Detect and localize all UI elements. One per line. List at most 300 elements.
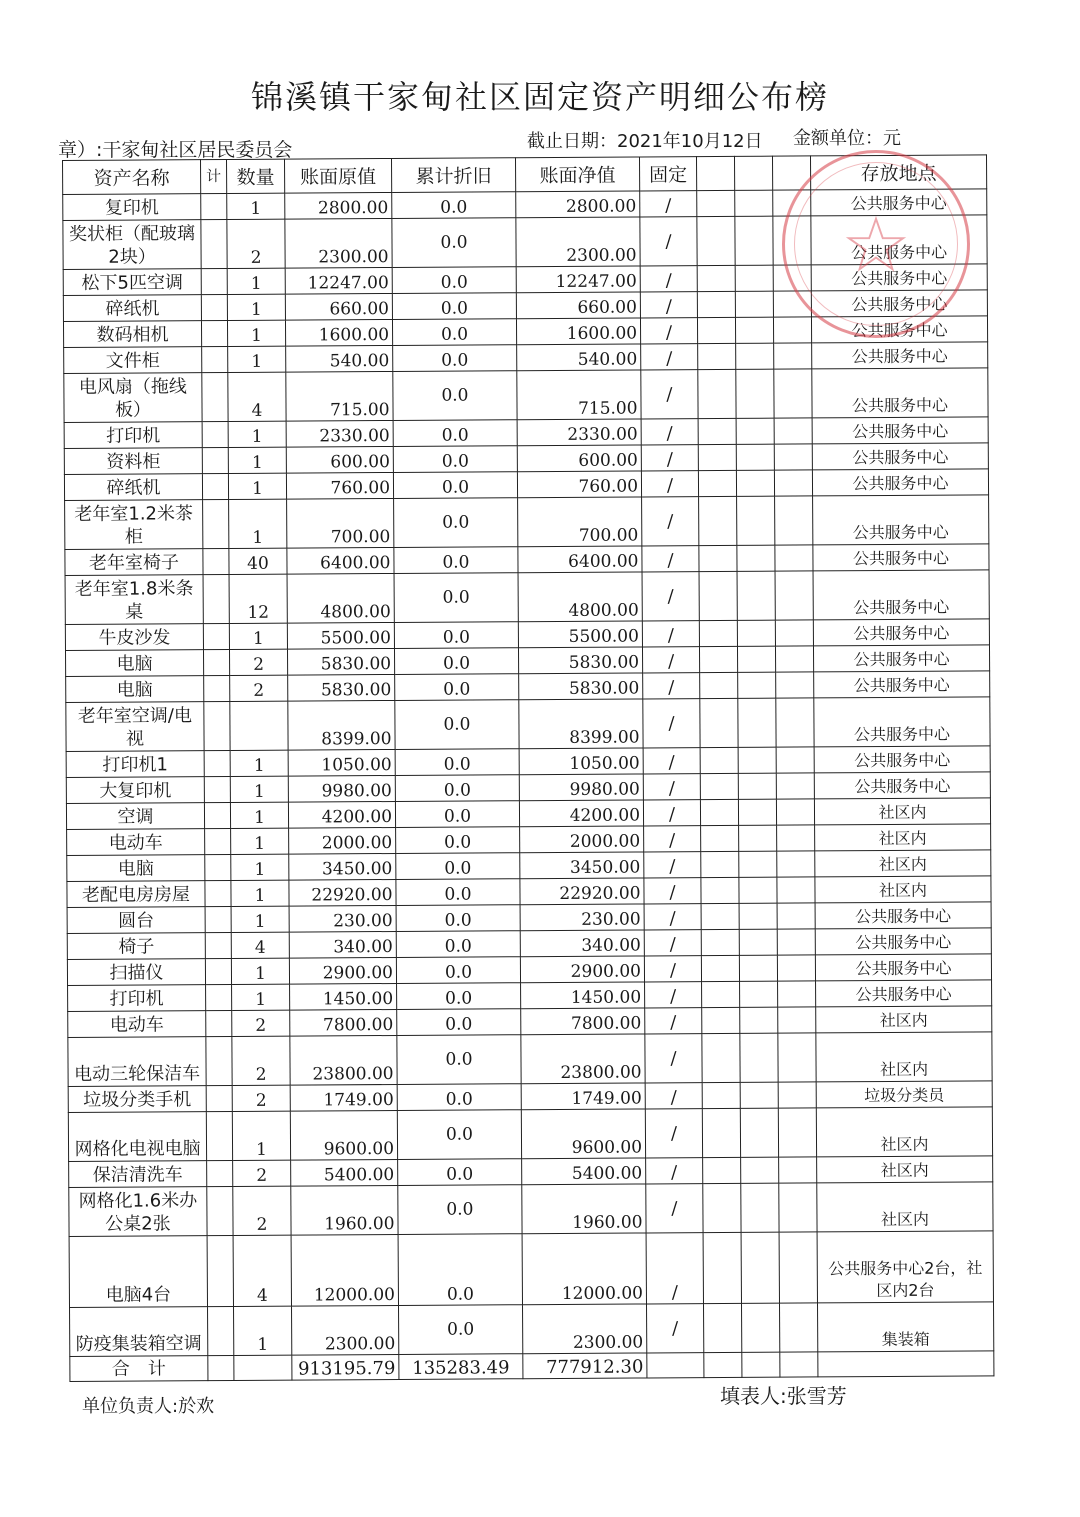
original-value-cell: 5400.00 — [291, 1159, 398, 1186]
blank-cell — [736, 343, 774, 369]
location-cell: 公共服务中心 — [811, 215, 987, 265]
blank-cell — [739, 929, 777, 955]
asset-name-cell: 电动三轮保洁车 — [68, 1037, 206, 1087]
location-cell: 公共服务中心 — [815, 954, 991, 981]
blank-cell — [700, 747, 738, 773]
location-cell: 公共服务中心 — [813, 495, 989, 545]
qty-cell: 1 — [228, 473, 286, 499]
asset-name-cell: 垃圾分类手机 — [68, 1086, 206, 1113]
blank-cell — [700, 799, 738, 825]
asset-name-cell: 电脑 — [65, 650, 203, 677]
blank-cell — [777, 825, 815, 851]
measure-cell — [204, 776, 230, 802]
fixed-mark-cell: / — [644, 852, 701, 878]
total-blank-1 — [704, 1352, 742, 1377]
total-row — [70, 1351, 994, 1382]
measure-cell — [207, 1160, 233, 1186]
qty-cell: 4 — [233, 1235, 291, 1306]
net-value-cell: 760.00 — [517, 471, 641, 498]
asset-table — [62, 154, 994, 1382]
blank-cell — [737, 545, 775, 571]
blank-cell — [735, 265, 773, 291]
fixed-mark-cell: / — [644, 826, 701, 852]
net-value-cell: 660.00 — [516, 292, 640, 319]
col-blank-1 — [696, 156, 734, 190]
measure-cell — [208, 1306, 234, 1355]
original-value-cell: 3450.00 — [289, 853, 396, 880]
blank-cell — [773, 291, 811, 317]
depreciation-cell: 0.0 — [398, 1234, 522, 1306]
fixed-mark-cell: / — [641, 419, 698, 445]
blank-cell — [698, 369, 736, 418]
qty-cell: 2 — [227, 219, 285, 268]
blank-cell — [740, 1007, 778, 1033]
blank-cell — [736, 444, 774, 470]
net-value-cell: 9980.00 — [519, 774, 643, 801]
qty-cell: 2 — [233, 1186, 291, 1235]
blank-cell — [736, 470, 774, 496]
net-value-cell: 2300.00 — [516, 217, 640, 267]
blank-cell — [776, 672, 814, 698]
blank-cell — [703, 1157, 741, 1183]
blank-cell — [778, 1108, 816, 1157]
fixed-mark-cell: / — [645, 1008, 702, 1034]
fixed-mark-cell: / — [644, 956, 701, 982]
blank-cell — [776, 799, 814, 825]
measure-cell — [202, 447, 228, 473]
blank-cell — [740, 981, 778, 1007]
blank-cell — [778, 1082, 816, 1108]
measure-cell — [202, 372, 228, 421]
asset-name-cell: 空调 — [66, 803, 204, 830]
depreciation-cell: 0.0 — [395, 674, 519, 701]
depreciation-cell: 0.0 — [394, 648, 518, 675]
original-value-cell: 1749.00 — [290, 1084, 397, 1111]
qty-cell: 1 — [228, 346, 286, 372]
asset-name-cell: 老年室1.2米茶柜 — [65, 500, 203, 550]
measure-cell — [206, 984, 232, 1010]
form-filler: 填表人:张雪芳 — [720, 1384, 847, 1408]
net-value-cell: 8399.00 — [519, 699, 643, 749]
net-value-cell: 340.00 — [520, 930, 644, 957]
fixed-mark-cell: / — [642, 497, 699, 546]
depreciation-cell: 0.0 — [395, 700, 519, 750]
qty-cell: 1 — [229, 623, 287, 649]
blank-cell — [739, 825, 777, 851]
original-value-cell: 5830.00 — [288, 674, 395, 701]
depreciation-cell: 0.0 — [393, 345, 517, 372]
location-cell: 公共服务中心 — [812, 443, 988, 470]
location-cell: 公共服务中心 — [812, 417, 988, 444]
measure-cell — [205, 880, 231, 906]
original-value-cell: 2300.00 — [292, 1305, 399, 1355]
asset-name-cell: 打印机 — [64, 422, 202, 449]
asset-name-cell: 椅子 — [67, 933, 205, 960]
fixed-mark-cell: / — [643, 699, 700, 748]
qty-cell: 4 — [231, 932, 289, 958]
blank-cell — [736, 369, 774, 418]
qty-cell: 1 — [227, 294, 285, 320]
original-value-cell: 5500.00 — [287, 622, 394, 649]
net-value-cell: 5500.00 — [518, 621, 642, 648]
original-value-cell: 9600.00 — [290, 1110, 397, 1160]
blank-cell — [777, 851, 815, 877]
blank-cell — [741, 1232, 779, 1303]
fixed-mark-cell: / — [642, 647, 699, 673]
depreciation-cell: 0.0 — [396, 931, 520, 958]
table-row — [66, 697, 990, 752]
depreciation-cell: 0.0 — [396, 905, 520, 932]
net-value-cell: 700.00 — [518, 497, 642, 547]
original-value-cell: 2900.00 — [289, 957, 396, 984]
blank-cell — [739, 877, 777, 903]
location-cell: 公共服务中心 — [811, 290, 987, 317]
qty-cell: 40 — [229, 548, 287, 574]
col-blank-2 — [734, 156, 772, 190]
blank-cell — [702, 1108, 740, 1157]
blank-cell — [739, 851, 777, 877]
col-blank-3 — [772, 156, 810, 190]
location-cell: 公共服务中心 — [816, 980, 992, 1007]
measure-cell — [204, 675, 230, 701]
depreciation-cell: 0.0 — [394, 622, 518, 649]
qty-cell: 2 — [233, 1160, 291, 1186]
total-original: 913195.79 — [292, 1354, 399, 1380]
blank-cell — [735, 291, 773, 317]
fixed-mark-cell: / — [645, 1083, 702, 1109]
blank-cell — [775, 646, 813, 672]
depreciation-cell: 0.0 — [396, 879, 520, 906]
location-cell: 社区内 — [816, 1032, 992, 1082]
table-row — [68, 1032, 992, 1087]
original-value-cell: 715.00 — [286, 371, 393, 421]
blank-cell — [776, 747, 814, 773]
blank-cell — [703, 1183, 741, 1232]
blank-cell — [735, 317, 773, 343]
depreciation-cell: 0.0 — [398, 1185, 522, 1235]
location-cell: 公共服务中心 — [815, 928, 991, 955]
col-name-header: 资产名称 — [63, 160, 201, 195]
location-cell: 社区内 — [816, 1107, 992, 1157]
asset-name-cell: 牛皮沙发 — [65, 624, 203, 651]
asset-name-cell: 电脑 — [67, 855, 205, 882]
original-value-cell: 2000.00 — [289, 827, 396, 854]
depreciation-cell: 0.0 — [392, 293, 516, 320]
fixed-mark-cell: / — [645, 1109, 702, 1158]
blank-cell — [701, 903, 739, 929]
location-cell: 公共服务中心 — [813, 544, 989, 571]
asset-name-cell: 打印机 — [68, 985, 206, 1012]
blank-cell — [703, 1232, 741, 1303]
qty-cell: 1 — [230, 802, 288, 828]
location-cell: 社区内 — [817, 1182, 993, 1232]
location-cell: 公共服务中心 — [813, 619, 989, 646]
asset-name-cell: 电风扇（拖线板） — [64, 373, 202, 423]
asset-name-cell: 大复印机 — [66, 777, 204, 804]
depreciation-cell: 0.0 — [396, 957, 520, 984]
blank-cell — [775, 545, 813, 571]
total-blank-3 — [780, 1352, 818, 1377]
blank-cell — [774, 343, 812, 369]
table-row — [70, 1302, 994, 1357]
location-cell: 集装箱 — [817, 1302, 993, 1352]
original-value-cell: 230.00 — [289, 905, 396, 932]
blank-cell — [741, 1183, 779, 1232]
location-cell: 公共服务中心 — [814, 671, 990, 698]
asset-name-cell: 老年室1.8米条桌 — [65, 575, 203, 625]
asset-name-cell: 防疫集装箱空调 — [70, 1307, 208, 1357]
blank-cell — [736, 418, 774, 444]
fixed-mark-cell: / — [644, 930, 701, 956]
location-cell: 公共服务中心 — [812, 368, 988, 418]
fixed-mark-cell: / — [640, 217, 697, 266]
blank-cell — [701, 877, 739, 903]
net-value-cell: 2330.00 — [517, 419, 641, 446]
location-cell: 公共服务中心 — [814, 697, 990, 747]
blank-cell — [779, 1232, 817, 1303]
table-row — [69, 1231, 993, 1308]
blank-cell — [738, 799, 776, 825]
net-value-cell: 5830.00 — [519, 673, 643, 700]
blank-cell — [699, 496, 737, 545]
blank-cell — [778, 1007, 816, 1033]
depreciation-cell: 0.0 — [397, 1084, 521, 1111]
total-label: 合 计 — [70, 1356, 208, 1382]
blank-cell — [775, 496, 813, 545]
qty-cell: 1 — [229, 499, 287, 548]
fixed-mark-cell: / — [641, 471, 698, 497]
depreciation-cell: 0.0 — [396, 853, 520, 880]
location-cell: 社区内 — [816, 1006, 992, 1033]
location-cell: 公共服务中心 — [811, 316, 987, 343]
blank-cell — [775, 571, 813, 620]
measure-cell — [203, 499, 229, 548]
total-blank-location — [818, 1351, 994, 1377]
blank-cell — [698, 444, 736, 470]
col-original-header: 账面原值 — [284, 158, 391, 193]
original-value-cell: 7800.00 — [290, 1009, 397, 1036]
qty-cell: 1 — [231, 828, 289, 854]
net-value-cell: 22920.00 — [520, 878, 644, 905]
blank-cell — [775, 620, 813, 646]
blank-cell — [738, 773, 776, 799]
fixed-mark-cell: / — [646, 1184, 703, 1233]
depreciation-cell: 0.0 — [397, 1110, 521, 1160]
net-value-cell: 23800.00 — [521, 1034, 645, 1084]
asset-name-cell: 碎纸机 — [64, 474, 202, 501]
blank-cell — [701, 955, 739, 981]
blank-cell — [777, 903, 815, 929]
col-location-header: 存放地点 — [810, 155, 986, 190]
blank-cell — [700, 773, 738, 799]
measure-cell — [203, 548, 229, 574]
qty-cell: 1 — [231, 854, 289, 880]
qty-cell: 2 — [230, 675, 288, 701]
net-value-cell: 2900.00 — [520, 956, 644, 983]
qty-cell: 4 — [228, 372, 286, 421]
fixed-mark-cell: / — [643, 800, 700, 826]
blank-cell — [699, 571, 737, 620]
measure-cell — [206, 1111, 232, 1160]
asset-name-cell: 圆台 — [67, 907, 205, 934]
blank-cell — [698, 470, 736, 496]
amount-unit: 金额单位：元 — [793, 128, 901, 149]
qty-cell: 1 — [228, 447, 286, 473]
location-cell: 公共服务中心 — [811, 264, 987, 291]
blank-cell — [697, 190, 735, 216]
blank-cell — [779, 1157, 817, 1183]
net-value-cell: 4200.00 — [519, 800, 643, 827]
location-cell: 社区内 — [817, 1156, 993, 1183]
blank-cell — [700, 698, 738, 747]
blank-cell — [776, 773, 814, 799]
fixed-mark-cell: / — [644, 878, 701, 904]
depreciation-cell: 0.0 — [393, 472, 517, 499]
location-cell: 社区内 — [814, 798, 990, 825]
qty-cell: 1 — [227, 320, 285, 346]
net-value-cell: 9600.00 — [521, 1109, 645, 1159]
qty-cell: 1 — [232, 984, 290, 1010]
blank-cell — [737, 620, 775, 646]
fixed-mark-cell: / — [641, 344, 698, 370]
fixed-mark-cell: / — [646, 1304, 703, 1353]
asset-name-cell: 老年室椅子 — [65, 549, 203, 576]
asset-name-cell: 松下5匹空调 — [63, 269, 201, 296]
measure-cell — [205, 906, 231, 932]
blank-cell — [738, 747, 776, 773]
depreciation-cell: 0.0 — [392, 218, 516, 268]
table-row — [64, 368, 988, 423]
asset-name-cell: 老年室空调/电视 — [66, 702, 204, 752]
depreciation-cell: 0.0 — [395, 801, 519, 828]
measure-cell — [202, 473, 228, 499]
net-value-cell: 1960.00 — [522, 1184, 646, 1234]
net-value-cell: 5400.00 — [522, 1158, 646, 1185]
fixed-mark-cell: / — [640, 318, 697, 344]
qty-cell — [230, 701, 288, 750]
asset-name-cell: 打印机1 — [66, 751, 204, 778]
qty-cell: 1 — [231, 906, 289, 932]
original-value-cell: 4800.00 — [287, 573, 394, 623]
qty-cell: 2 — [232, 1085, 290, 1111]
fixed-mark-cell: / — [642, 546, 699, 572]
depreciation-cell: 0.0 — [392, 319, 516, 346]
total-blank-fixed — [647, 1353, 704, 1378]
blank-cell — [740, 1033, 778, 1082]
blank-cell — [702, 1033, 740, 1082]
measure-cell — [204, 802, 230, 828]
blank-cell — [741, 1303, 779, 1352]
fixed-mark-cell: / — [640, 266, 697, 292]
blank-cell — [777, 877, 815, 903]
depreciation-cell: 0.0 — [393, 420, 517, 447]
net-value-cell: 7800.00 — [521, 1008, 645, 1035]
fixed-mark-cell: / — [642, 621, 699, 647]
fixed-mark-cell: / — [643, 774, 700, 800]
blank-cell — [698, 418, 736, 444]
net-value-cell: 715.00 — [517, 370, 641, 420]
qty-cell: 1 — [231, 958, 289, 984]
asset-name-cell: 文件柜 — [64, 347, 202, 374]
blank-cell — [741, 1157, 779, 1183]
blank-cell — [735, 190, 773, 216]
qty-cell: 1 — [234, 1306, 292, 1355]
qty-cell: 1 — [232, 1111, 290, 1160]
measure-cell — [201, 219, 227, 268]
fixed-mark-cell: / — [645, 1034, 702, 1083]
original-value-cell: 2800.00 — [285, 192, 392, 219]
blank-cell — [777, 929, 815, 955]
original-value-cell: 8399.00 — [288, 700, 395, 750]
blank-cell — [773, 216, 811, 265]
original-value-cell: 4200.00 — [288, 801, 395, 828]
blank-cell — [779, 1303, 817, 1352]
blank-cell — [735, 216, 773, 265]
total-blank-2 — [742, 1352, 780, 1377]
net-value-cell: 2000.00 — [520, 826, 644, 853]
original-value-cell: 9980.00 — [288, 775, 395, 802]
asset-name-cell: 奖状柜（配玻璃2块） — [63, 220, 201, 270]
depreciation-cell: 0.0 — [395, 749, 519, 776]
location-cell: 公共服务中心2台，社区内2台 — [817, 1231, 993, 1303]
original-value-cell: 760.00 — [286, 472, 393, 499]
original-value-cell: 12000.00 — [291, 1234, 398, 1306]
total-net: 777912.30 — [523, 1353, 647, 1379]
measure-cell — [204, 701, 230, 750]
responsible-person: 单位负责人:於欢 — [82, 1396, 215, 1417]
blank-cell — [737, 496, 775, 545]
measure-cell — [201, 294, 227, 320]
measure-cell — [205, 932, 231, 958]
qty-cell: 1 — [227, 193, 285, 219]
blank-cell — [773, 265, 811, 291]
original-value-cell: 6400.00 — [287, 547, 394, 574]
blank-cell — [774, 444, 812, 470]
blank-cell — [773, 190, 811, 216]
blank-cell — [702, 1007, 740, 1033]
blank-cell — [737, 571, 775, 620]
qty-cell: 1 — [230, 776, 288, 802]
blank-cell — [701, 851, 739, 877]
original-value-cell: 600.00 — [286, 446, 393, 473]
original-value-cell: 23800.00 — [290, 1035, 397, 1085]
depreciation-cell: 0.0 — [395, 775, 519, 802]
net-value-cell: 1050.00 — [519, 748, 643, 775]
blank-cell — [697, 317, 735, 343]
qty-cell: 12 — [229, 574, 287, 623]
net-value-cell: 230.00 — [520, 904, 644, 931]
fixed-mark-cell: / — [640, 191, 697, 217]
fixed-mark-cell: / — [646, 1158, 703, 1184]
blank-cell — [774, 470, 812, 496]
blank-cell — [699, 620, 737, 646]
depreciation-cell: 0.0 — [397, 983, 521, 1010]
measure-cell — [206, 1085, 232, 1111]
original-value-cell: 5830.00 — [287, 648, 394, 675]
blank-cell — [697, 265, 735, 291]
blank-cell — [701, 825, 739, 851]
table-row — [65, 495, 989, 550]
blank-cell — [774, 418, 812, 444]
measure-cell — [201, 320, 227, 346]
depreciation-cell: 0.0 — [399, 1305, 523, 1355]
original-value-cell: 2300.00 — [285, 218, 392, 268]
location-cell: 公共服务中心 — [815, 902, 991, 929]
net-value-cell: 12000.00 — [522, 1233, 646, 1305]
unit-label: 章）:干家甸社区居民委员会 — [58, 139, 293, 161]
blank-cell — [702, 1082, 740, 1108]
depreciation-cell: 0.0 — [397, 1035, 521, 1085]
